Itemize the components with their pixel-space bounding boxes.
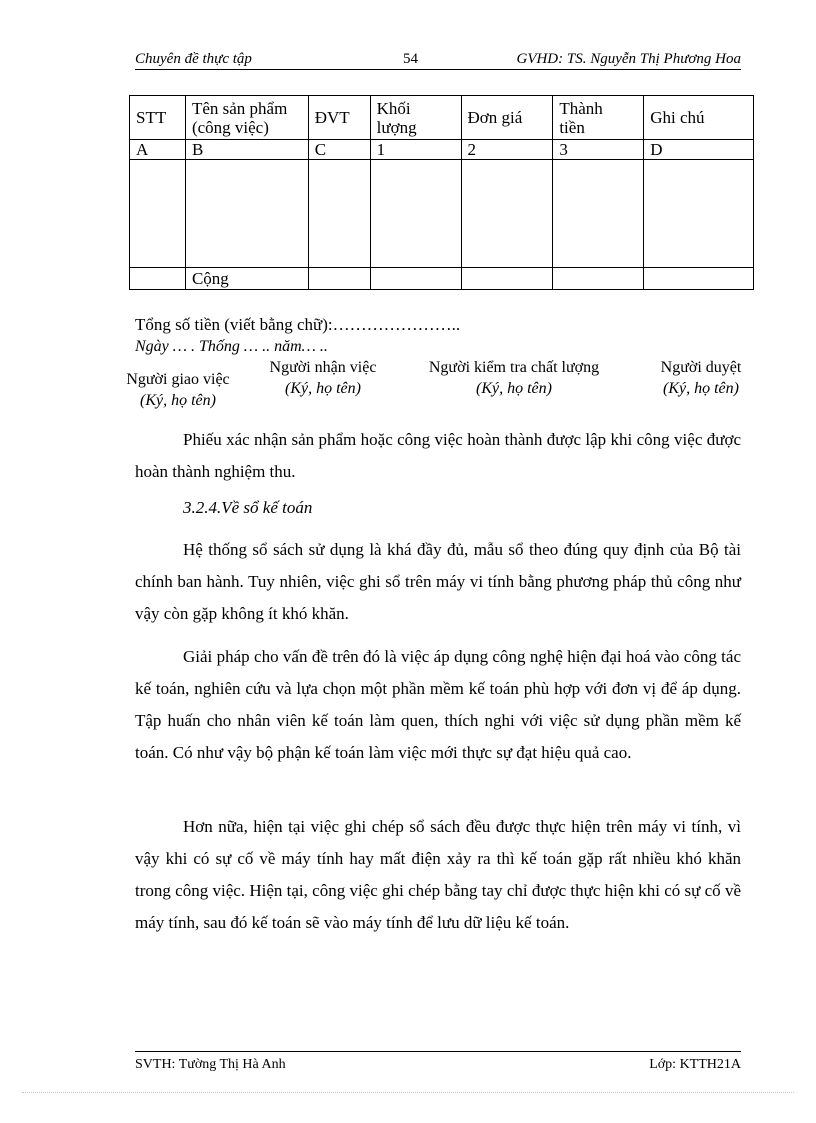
empty-cell: [553, 268, 644, 290]
col-header-unit-price: Đơn giá: [461, 96, 553, 140]
table-empty-row: [130, 160, 754, 268]
col-header-amount: [553, 96, 644, 140]
col-header-notes: Ghi chú: [644, 96, 754, 140]
header-page-number: 54: [403, 51, 418, 67]
page-footer: [135, 1051, 741, 1074]
footer-class: Lớp: KTTH21A: [649, 1057, 741, 1072]
code-cell: C: [308, 140, 370, 160]
signature-role: Người nhận việc: [269, 359, 377, 376]
total-label-cell: Cộng: [185, 268, 308, 290]
paragraph-solution: [135, 641, 741, 769]
paragraph-confirmation-note: [135, 424, 741, 488]
header-supervisor: GVHD: TS. Nguyễn Thị Phương Hoa: [516, 51, 741, 67]
table-total-row: [130, 268, 754, 290]
signature-role: Người giao việc: [126, 371, 230, 388]
paragraph-text: Giải pháp cho vấn đề trên đó là việc áp dụng công nghệ hiện đại hoá vào công tác kế toán, nghiên cứu và lựa chọn một phần mềm kế toán phù hợp với đơn vị để áp dụng. Tập huấn cho nhân viên kế toán làm quen, thích nghi với việc sử dụng phần mềm kế toán. Có như vậy bộ phận kế toán làm việc mới thực sự đạt hiệu quả cao.: [135, 647, 741, 762]
paragraph-text: Phiếu xác nhận sản phẩm hoặc công việc hoàn thành được lập khi công việc được hoàn thành nghiệm thu.: [135, 430, 741, 481]
col-header-amount-label: Thành tiền: [559, 98, 603, 137]
header-report-title: Chuyên đề thực tập: [135, 51, 252, 67]
col-header-stt: STT: [130, 96, 186, 140]
table-code-row: [130, 140, 754, 160]
empty-cell: [130, 268, 186, 290]
signature-block-assigner: [110, 369, 246, 411]
empty-cell: [370, 160, 461, 268]
page-edge-divider: [22, 1092, 794, 1093]
signature-note: (Ký, họ tên): [476, 380, 552, 397]
code-cell: D: [644, 140, 754, 160]
footer-student-name: SVTH: Tường Thị Hà Anh: [135, 1057, 286, 1072]
signature-block-approver: [640, 357, 762, 399]
empty-cell: [461, 268, 553, 290]
col-header-unit: ĐVT: [308, 96, 370, 140]
code-cell: 3: [553, 140, 644, 160]
empty-cell: [644, 160, 754, 268]
code-cell: 2: [461, 140, 553, 160]
signature-block-quality-inspector: [408, 357, 620, 399]
col-header-product: [185, 96, 308, 140]
page-header: [135, 49, 741, 70]
code-cell: A: [130, 140, 186, 160]
date-line: Ngày … . Thống … .. năm… ..: [135, 338, 328, 355]
signature-role: Người duyệt: [660, 359, 742, 376]
empty-cell: [308, 160, 370, 268]
paragraph-text: Hơn nữa, hiện tại việc ghi chép sổ sách đều được thực hiện trên máy vi tính, vì vậy khi có sự cố về máy tính hay mất điện xảy ra thì kế toán gặp rất nhiều khó khăn trong công việc. Hiện tại, công việc ghi chép bằng tay chỉ được thực hiện khi có sự cố về máy tính, sau đó kế toán sẽ vào máy tính để lưu dữ liệu kế toán.: [135, 817, 741, 932]
signature-block-receiver: [252, 357, 394, 399]
col-header-product-label: Tên sản phẩm (công việc): [191, 98, 288, 137]
paragraph-manual-records: [135, 811, 741, 939]
table-header-row: [130, 96, 754, 140]
empty-cell: [553, 160, 644, 268]
signature-role: Người kiểm tra chất lượng: [428, 359, 600, 376]
total-in-words: Tổng số tiền (viết bằng chữ):…………………..: [135, 315, 461, 334]
section-title: 3.2.4.Về sổ kế toán: [183, 498, 313, 517]
code-cell: B: [185, 140, 308, 160]
empty-cell: [644, 268, 754, 290]
signature-note: (Ký, họ tên): [663, 380, 739, 397]
col-header-quantity-label: Khối lượng: [376, 98, 417, 137]
code-cell: 1: [370, 140, 461, 160]
work-confirmation-table: [129, 95, 754, 290]
empty-cell: [461, 160, 553, 268]
col-header-quantity: [370, 96, 461, 140]
paragraph-text: Hệ thống sổ sách sử dụng là khá đầy đủ, mẫu sổ theo đúng quy định của Bộ tài chính ban hành. Tuy nhiên, việc ghi sổ trên máy vi tính bằng phương pháp thủ công như vậy còn gặp không ít khó khăn.: [135, 540, 741, 623]
signature-note: (Ký, họ tên): [140, 392, 216, 409]
paragraph-ledger-system: [135, 534, 741, 630]
empty-cell: [185, 160, 308, 268]
empty-cell: [130, 160, 186, 268]
empty-cell: [308, 268, 370, 290]
signature-note: (Ký, họ tên): [285, 380, 361, 397]
empty-cell: [370, 268, 461, 290]
